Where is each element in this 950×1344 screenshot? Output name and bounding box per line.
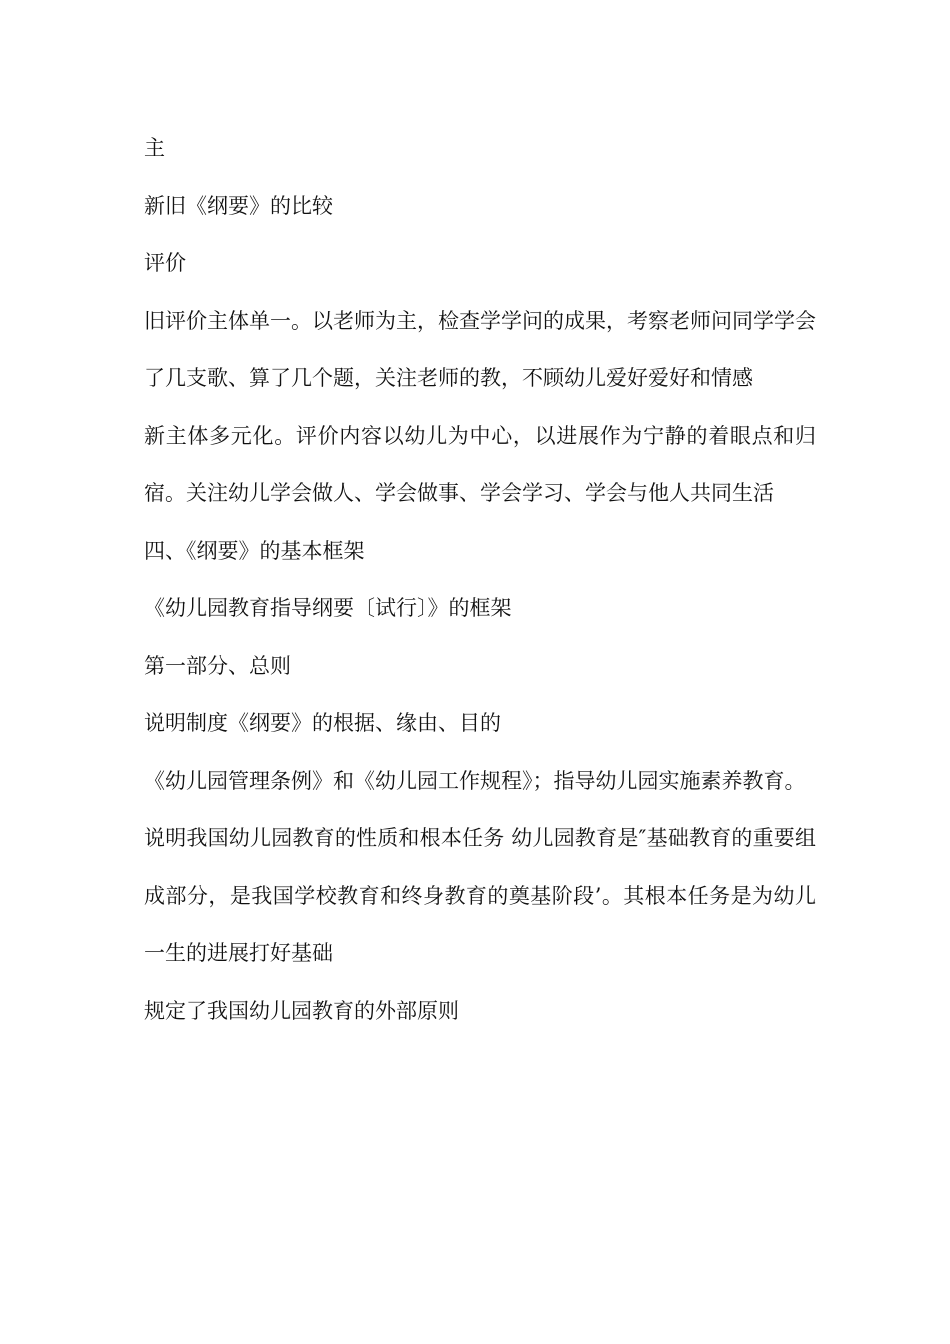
- paragraph-nature-task: 说明我国幼儿园教育的性质和根本任务 幼儿园教育是″基础教育的重要组成部分，是我国学校教育和终身教育的奠基阶段’。其根本任务是为幼儿一生的进展打好基础: [144, 826, 816, 965]
- paragraph-evaluation-title: 评价: [144, 251, 186, 275]
- paragraph-regulations: 《幼儿园管理条例》和《幼儿园工作规程》；指导幼儿园实施素养教育。: [144, 768, 806, 793]
- paragraph-part-one-title: 第一部分、总则: [144, 653, 291, 678]
- paragraph-section-four-title: 四、《纲要》的基本框架: [144, 538, 365, 563]
- paragraph-new-evaluation: 新主体多元化。评价内容以幼儿为中心，以进展作为宁静的着眼点和归宿。关注幼儿学会做人、学会做事、学会学习、学会与他人共同生活: [144, 423, 816, 505]
- paragraph-external-principles: 规定了我国幼儿园教育的外部原则: [144, 998, 459, 1023]
- paragraph-framework-title: 《幼儿园教育指导纲要〔试行〕》的框架: [144, 596, 512, 620]
- document-body: [144, 120, 816, 1040]
- paragraph-old-evaluation: 旧评价主体单一。以老师为主，检查学学问的成果，考察老师问同学学会了几支歌、算了几个题，关注老师的教，不顾幼儿爱好爱好和情感: [144, 308, 816, 390]
- paragraph-comparison-title: 新旧《纲要》的比较: [144, 193, 333, 218]
- paragraph-heading-zhu: 主: [144, 136, 165, 160]
- paragraph-basis-reason-purpose: 说明制度《纲要》的根据、缘由、目的: [144, 711, 501, 735]
